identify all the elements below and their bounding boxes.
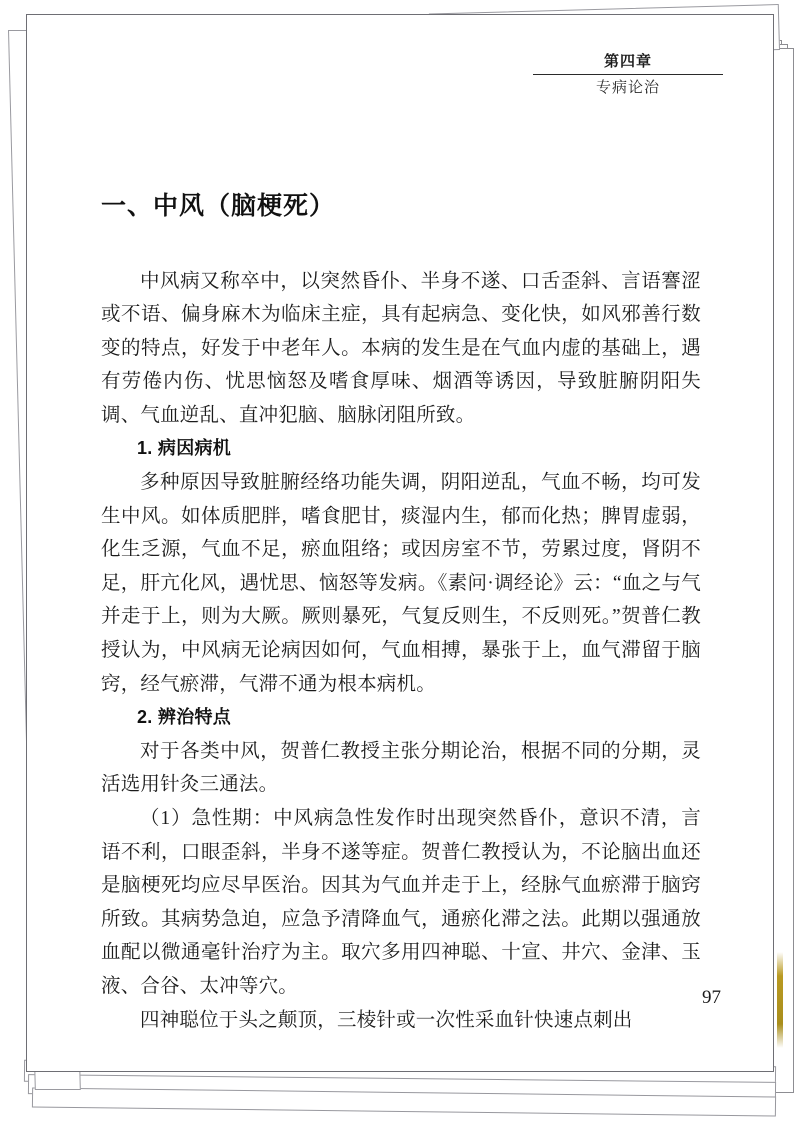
body-subheading: 2. 辨治特点 xyxy=(137,707,232,728)
body-paragraph: 多种原因导致脏腑经络功能失调，阴阳逆乱，气血不畅，均可发生中风。如体质肥胖，嗜食肥甘，痰湿内生，郁而化热；脾胃虚弱，化生乏源，气血不足，瘀血阻络；或因房室不节，劳累过度，肾阴不足，肝亢化风，遇忧思、恼怒等发病。《素问·调经论》云：“血之与气并走于上，则为大厥。厥则暴死，气复反则生，不反则死。”贺普仁教授认为，中风病无论病因如何，气血相搏，暴张于上，血气滞留于脑窍，经气瘀滞，气滞不通为根本病机。 xyxy=(101,472,701,695)
page-number: 97 xyxy=(702,987,721,1008)
running-head-chapter: 第四章 xyxy=(603,53,652,70)
fore-edge-gold-stripe xyxy=(777,952,783,1048)
body-paragraph: 四神聪位于头之颠顶，三棱针或一次性采血针快速点刺出 xyxy=(140,1009,633,1031)
page-inner xyxy=(27,15,773,1071)
book-page xyxy=(26,14,774,1072)
running-head-subtitle: 专病论治 xyxy=(595,79,660,96)
body-paragraph: 对于各类中风，贺普仁教授主张分期论治，根据不同的分期，灵活选用针灸三通法。 xyxy=(101,740,701,796)
running-head xyxy=(533,53,723,98)
body-paragraph: （1）急性期：中风病急性发作时出现突然昏仆，意识不清，言语不利，口眼歪斜，半身不遂等症。贺普仁教授认为，不论脑出血还是脑梗死均应尽早医治。因其为气血并走于上，经脉气血瘀滞于脑窍所致。其病势急迫，应急予清降血气，通瘀化滞之法。此期以强通放血配以微通毫针治疗为主。取穴多用四神聪、十宣、井穴、金津、玉液、合谷、太冲等穴。 xyxy=(101,808,701,997)
page-title: 一、中风（脑梗死） xyxy=(101,192,336,220)
body-paragraph: 中风病又称卒中，以突然昏仆、半身不遂、口舌歪斜、言语謇涩或不语、偏身麻木为临床主症，具有起病急、变化快，如风邪善行数变的特点，好发于中老年人。本病的发生是在气血内虚的基础上，遇有劳倦内伤、忧思恼怒及嗜食厚味、烟酒等诱因，导致脏腑阴阳失调、气血逆乱、直冲犯脑、脑脉闭阻所致。 xyxy=(101,270,701,426)
body-subheading: 1. 病因病机 xyxy=(137,438,232,459)
page-content xyxy=(101,190,701,1037)
body-text-blocks xyxy=(101,265,701,1038)
